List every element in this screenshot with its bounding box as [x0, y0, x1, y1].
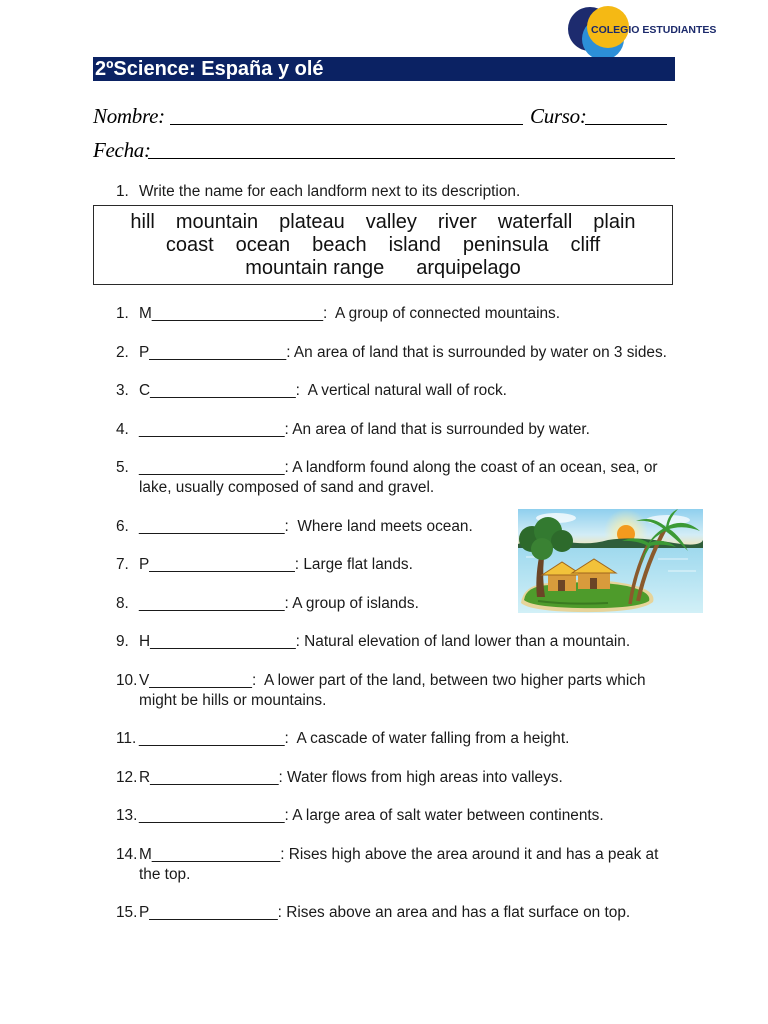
word-bank-word: waterfall: [497, 211, 573, 233]
question-item: [116, 903, 676, 923]
word-bank-word: mountain range: [245, 257, 385, 279]
question-number: 7.: [116, 556, 129, 573]
question-item: [116, 806, 676, 826]
question-text: V____________: A lower part of the land, between two higher parts which might be hills or mountains.: [139, 671, 650, 709]
question-number: 6.: [116, 517, 129, 535]
question-item: [116, 768, 676, 788]
logo-text: COLEGIO ESTUDIANTES: [591, 24, 717, 36]
question-text: M_______________: Rises high above the area around it and has a peak at the top.: [139, 845, 663, 883]
worksheet-title: 2ºScience: España y olé: [95, 58, 324, 80]
question-item: [116, 729, 676, 749]
question-text: R_______________: Water flows from high areas into valleys.: [139, 768, 563, 786]
question-text: P_________________: Large flat lands.: [139, 556, 413, 573]
question-number: 12.: [116, 768, 138, 786]
date-blank-line: [148, 158, 675, 159]
logo-emblem-icon: [565, 2, 725, 64]
date-label: Fecha:: [93, 138, 151, 162]
tropical-island-icon: [518, 509, 703, 613]
word-bank-word: valley: [365, 211, 417, 233]
question-number: 8.: [116, 594, 129, 612]
word-bank-word: ocean: [235, 234, 291, 256]
question-item: [116, 420, 676, 440]
question-number: 10.: [116, 671, 138, 689]
word-bank-word: plain: [593, 211, 636, 233]
word-bank-line: [94, 257, 672, 280]
exercise-text: Write the name for each landform next to its description.: [139, 183, 521, 200]
word-bank-line: [94, 211, 672, 234]
question-text: C_________________: A vertical natural wall of rock.: [139, 382, 507, 399]
question-text: M____________________: A group of connected mountains.: [139, 305, 561, 322]
question-text: P________________: An area of land that is surrounded by water on 3 sides.: [139, 343, 667, 361]
question-text: _________________: A large area of salt water between continents.: [139, 807, 604, 824]
school-logo: [565, 2, 725, 64]
word-bank-line: [94, 234, 672, 257]
question-text: _________________: A landform found along the coast of an ocean, sea, or lake, usually composed of sand and gravel.: [139, 459, 662, 496]
word-bank-word: coast: [165, 234, 214, 256]
question-item: [116, 632, 676, 652]
word-bank-word: plateau: [279, 211, 345, 233]
word-bank-word: peninsula: [462, 234, 549, 256]
title-bar: [93, 57, 675, 81]
word-bank-word: cliff: [570, 234, 601, 256]
question-text: P_______________: Rises above an area and has a flat surface on top.: [139, 904, 631, 921]
question-text: _________________: Where land meets ocean.: [139, 517, 473, 535]
exercise-instruction: [116, 182, 676, 202]
word-bank-word: island: [388, 234, 441, 256]
name-blank-line: [170, 124, 523, 125]
question-number: 4.: [116, 420, 129, 438]
word-bank-word: arquipelago: [416, 257, 521, 279]
word-bank: [93, 205, 673, 285]
name-label: Nombre:: [93, 104, 165, 128]
question-item: [116, 343, 676, 363]
question-number: 3.: [116, 382, 129, 399]
island-clipart: [518, 509, 703, 613]
word-bank-word: hill: [130, 211, 155, 233]
question-number: 9.: [116, 633, 129, 650]
question-item: [116, 458, 676, 498]
question-number: 2.: [116, 343, 129, 361]
question-item: [116, 304, 676, 324]
question-text: _________________: An area of land that is surrounded by water.: [139, 420, 590, 438]
question-number: 11.: [116, 730, 137, 747]
question-text: _________________: A cascade of water falling from a height.: [139, 730, 570, 747]
question-item: [116, 381, 676, 401]
question-number: 5.: [116, 459, 129, 476]
word-bank-word: mountain: [175, 211, 259, 233]
question-number: 1.: [116, 305, 129, 322]
question-item: [116, 845, 676, 885]
exercise-number: 1.: [116, 183, 129, 200]
question-text: _________________: A group of islands.: [139, 594, 419, 612]
word-bank-word: river: [437, 211, 477, 233]
word-bank-word: beach: [312, 234, 367, 256]
course-blank-line: [585, 124, 667, 125]
question-number: 13.: [116, 807, 138, 824]
question-list: [116, 304, 676, 942]
question-item: [116, 671, 676, 711]
question-number: 15.: [116, 904, 138, 921]
question-text: H_________________: Natural elevation of land lower than a mountain.: [139, 633, 631, 650]
question-number: 14.: [116, 845, 138, 863]
course-label: Curso:: [530, 104, 587, 128]
